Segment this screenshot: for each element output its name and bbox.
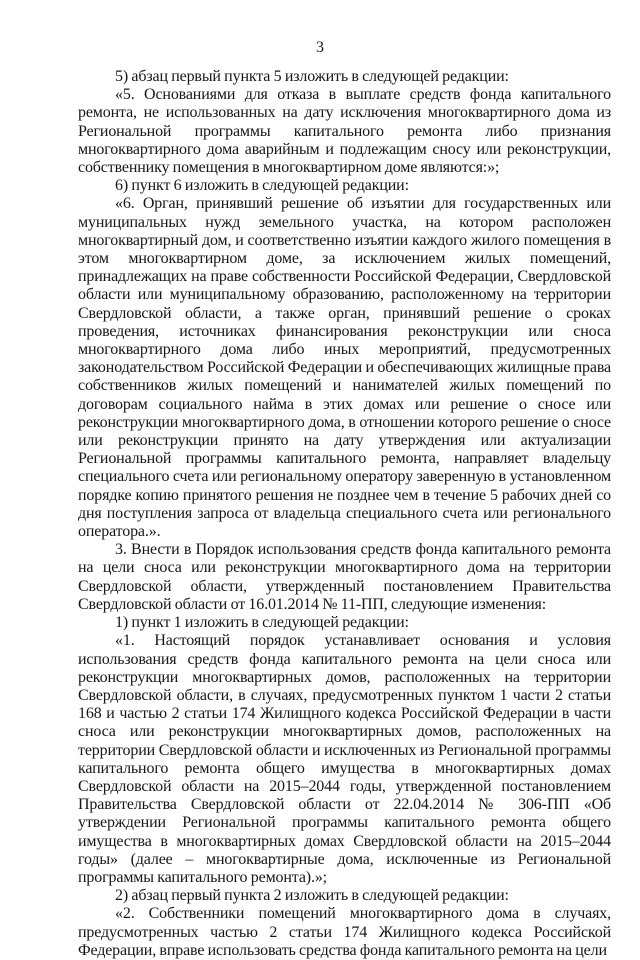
paragraph-clause-5-text: «5. Основаниями для отказа в выплате средств фонда капитального ремонта, не использованных на дату исключения многоквартирного дома из Региональной программы капитального ремонта либо признания многоквартирного дома аварийным и подлежащим сносу или реконструкции, собственнику помещения в многоквартирном доме являются:»; xyxy=(78,86,611,177)
document-body xyxy=(78,68,611,960)
paragraph-item-5-heading: 5) абзац первый пункта 5 изложить в следующей редакции: xyxy=(115,68,509,85)
paragraph-item-6-heading: 6) пункт 6 изложить в следующей редакции: xyxy=(115,177,409,195)
paragraph-item-2-heading: 2) абзац первый пункта 2 изложить в следующей редакции: xyxy=(115,887,509,905)
paragraph-clause-1-text: «1. Настоящий порядок устанавливает основания и условия использования средств фонда капитального ремонта на цели сноса или реконструкции многоквартирных домов, расположенных на территории Свердловской области, в случаях, предусмотренных пунктом 1 части 2 статьи 168 и частью 2 статьи 174 Жилищного кодекса Российской Федерации в части сноса или реконструкции многоквартирных домов, расположенных на территории Свердловской области и исключенных из Региональной программы капитального ремонта общего имущества в многоквартирных домах Свердловской области на 2015–2044 годы, утвержденной постановлением Правительства Свердловской области от 22.04.2014 № 306-ПП «Об утверждении Региональной программы капитального ремонта общего имущества в многоквартирных домах Свердловской области на 2015–2044 годы» (далее – многоквартирные дома, исключенные из Региональной программы капитального ремонта).»; xyxy=(78,632,611,886)
page-number: 3 xyxy=(316,39,324,56)
paragraph-section-3: 3. Внести в Порядок использования средств фонда капитального ремонта на цели сноса или реконструкции многоквартирного дома на территории Свердловской области, утвержденный постановлением Правительства Свердловской области от 16.01.2014 № 11-ПП, следующие изменения: xyxy=(78,541,611,613)
paragraph-clause-6-text: «6. Орган, принявший решение об изъятии для государственных или муниципальных нужд земельного участка, на котором расположен многоквартирный дом, и соответственно изъятии каждого жилого помещения в этом многоквартирном доме, за исключением жилых помещений, принадлежащих на праве собственности Российской Федерации, Свердловской области или муниципальному образованию, расположенному на территории Свердловской области, а также орган, принявший решение о сроках проведения, источниках финансирования реконструкции или сноса многоквартирного дома либо иных мероприятий, предусмотренных законодательством Российской Федерации и обеспечивающих жилищные права собственников жилых помещений и нанимателей жилых помещений по договорам социального найма в этих домах или решение о сносе или реконструкции многоквартирного дома, в отношении которого решение о сносе или реконструкции принято на дату утверждения или актуализации Региональной программы капитального ремонта, направляет владельцу специального счета или региональному оператору заверенную в установленном порядке копию принятого решения не позднее чем в течение 5 рабочих дней со дня поступления запроса от владельца специального счета или регионального оператора.». xyxy=(78,195,611,541)
paragraph-clause-2-text: «2. Собственники помещений многоквартирного дома в случаях, предусмотренных частью 2 статьи 174 Жилищного кодекса Российской Федерации, вправе использовать средства фонда капитального ремонта на цели xyxy=(78,905,611,959)
paragraph-item-1-heading: 1) пункт 1 изложить в следующей редакции: xyxy=(115,614,409,632)
